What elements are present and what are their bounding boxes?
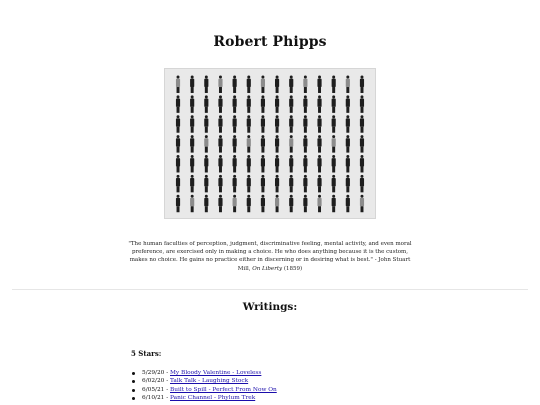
figure-mark	[261, 195, 265, 212]
figure-mark	[190, 115, 194, 132]
writing-link[interactable]: My Bloody Valentine - Loveless	[170, 370, 262, 376]
figure-mark	[289, 155, 293, 172]
figure-mark	[303, 115, 307, 132]
list-item	[131, 377, 431, 385]
figure-mark	[317, 135, 321, 152]
item-date: 6/05/21 -	[142, 386, 170, 393]
figure-mark	[261, 76, 265, 93]
figure-mark	[303, 195, 307, 212]
figure-mark	[247, 195, 251, 212]
figure-mark	[332, 95, 336, 112]
quote	[128, 240, 412, 273]
figure-mark	[218, 155, 222, 172]
item-date: 6/10/21 -	[142, 395, 170, 402]
figure-mark	[204, 115, 208, 132]
figure-mark	[289, 115, 293, 132]
figure-mark	[233, 175, 237, 192]
figure-mark	[233, 195, 237, 212]
figure-mark	[218, 76, 222, 93]
writing-link[interactable]: Panic Channel - Phylum Trek	[170, 395, 256, 402]
figure-mark	[247, 76, 251, 93]
figure-mark	[346, 155, 350, 172]
figure-mark	[204, 155, 208, 172]
figure-mark	[204, 95, 208, 112]
item-date: 6/02/20 -	[142, 378, 170, 385]
figure-mark	[346, 115, 350, 132]
figure-mark	[332, 135, 336, 152]
figure-mark	[346, 95, 350, 112]
figure-mark	[332, 175, 336, 192]
figure-mark	[346, 135, 350, 152]
figure-mark	[332, 195, 336, 212]
bullet-icon	[132, 397, 135, 400]
figure-mark	[289, 95, 293, 112]
figure-mark	[190, 195, 194, 212]
figure-mark	[360, 135, 364, 152]
figure-mark	[303, 95, 307, 112]
figure-mark	[176, 155, 180, 172]
hero-image	[164, 68, 376, 219]
figure-mark	[317, 76, 321, 93]
item-date: 5/29/20 -	[142, 370, 170, 376]
figure-mark	[360, 195, 364, 212]
figure-mark	[261, 95, 265, 112]
figure-mark	[275, 175, 279, 192]
figure-mark	[233, 95, 237, 112]
figure-mark	[176, 115, 180, 132]
figure-mark	[317, 155, 321, 172]
figure-mark	[317, 195, 321, 212]
figure-mark	[275, 115, 279, 132]
figure-mark	[247, 135, 251, 152]
figure-mark	[218, 115, 222, 132]
quote-text: "The human faculties of perception, judgment, discriminative feeling, mental activity, and even moral preference, are exercised only in making a choice. He who does anything because it is the custom, makes no choice. He gains no practice either in discerning or in desiring what is best." - John Stuart Mill,	[128, 241, 412, 272]
figure-mark	[233, 115, 237, 132]
figure-mark	[204, 76, 208, 93]
figure-mark	[275, 135, 279, 152]
figure-mark	[204, 135, 208, 152]
list-item	[131, 369, 431, 377]
figure-mark	[289, 175, 293, 192]
figure-mark	[247, 175, 251, 192]
list-item	[131, 386, 431, 394]
figure-mark	[176, 76, 180, 93]
figure-mark	[317, 115, 321, 132]
figure-mark	[360, 95, 364, 112]
figure-mark	[303, 135, 307, 152]
figure-mark	[303, 155, 307, 172]
list-item	[131, 394, 431, 402]
quote-source-title: On Liberty	[252, 265, 283, 272]
bullet-icon	[132, 380, 135, 383]
figure-mark	[289, 135, 293, 152]
figure-mark	[275, 95, 279, 112]
figure-mark	[332, 115, 336, 132]
figure-mark	[303, 175, 307, 192]
figure-mark	[332, 76, 336, 93]
figure-mark	[289, 76, 293, 93]
figure-mark	[247, 95, 251, 112]
figure-mark	[218, 175, 222, 192]
figure-mark	[275, 76, 279, 93]
figure-mark	[360, 155, 364, 172]
quote-year: (1859)	[282, 265, 303, 272]
figure-mark	[317, 175, 321, 192]
figure-mark	[332, 155, 336, 172]
figure-mark	[176, 175, 180, 192]
figure-mark	[176, 135, 180, 152]
figure-mark	[190, 155, 194, 172]
figure-mark	[233, 135, 237, 152]
figure-mark	[261, 175, 265, 192]
page-title: Robert Phipps	[213, 34, 327, 50]
figure-mark	[190, 95, 194, 112]
figure-mark	[346, 195, 350, 212]
figure-mark	[218, 195, 222, 212]
bullet-icon	[132, 389, 135, 392]
figure-mark	[190, 76, 194, 93]
figure-mark	[233, 76, 237, 93]
figure-mark	[233, 155, 237, 172]
figure-mark	[346, 175, 350, 192]
figure-mark	[360, 76, 364, 93]
figure-mark	[247, 115, 251, 132]
figure-mark	[190, 135, 194, 152]
writings-list	[131, 369, 431, 403]
figures-grid-image	[165, 69, 375, 218]
group-heading-5-stars: 5 Stars:	[131, 349, 162, 358]
figure-mark	[204, 195, 208, 212]
section-divider	[12, 289, 528, 290]
figure-mark	[317, 95, 321, 112]
figure-mark	[275, 155, 279, 172]
figure-mark	[218, 95, 222, 112]
writings-title: Writings:	[242, 301, 298, 313]
figure-mark	[176, 195, 180, 212]
writing-link[interactable]: Built to Spill - Perfect From Now On	[170, 386, 277, 393]
figure-mark	[218, 135, 222, 152]
figure-mark	[176, 95, 180, 112]
figure-mark	[360, 175, 364, 192]
figure-mark	[289, 195, 293, 212]
figure-mark	[346, 76, 350, 93]
figure-mark	[204, 175, 208, 192]
figure-mark	[360, 115, 364, 132]
writing-link[interactable]: Talk Talk - Laughing Stock	[170, 378, 249, 385]
figure-mark	[275, 195, 279, 212]
figure-mark	[261, 135, 265, 152]
figure-mark	[303, 76, 307, 93]
figure-mark	[247, 155, 251, 172]
bullet-icon	[132, 372, 135, 375]
figure-mark	[190, 175, 194, 192]
figure-mark	[261, 155, 265, 172]
figure-mark	[261, 115, 265, 132]
